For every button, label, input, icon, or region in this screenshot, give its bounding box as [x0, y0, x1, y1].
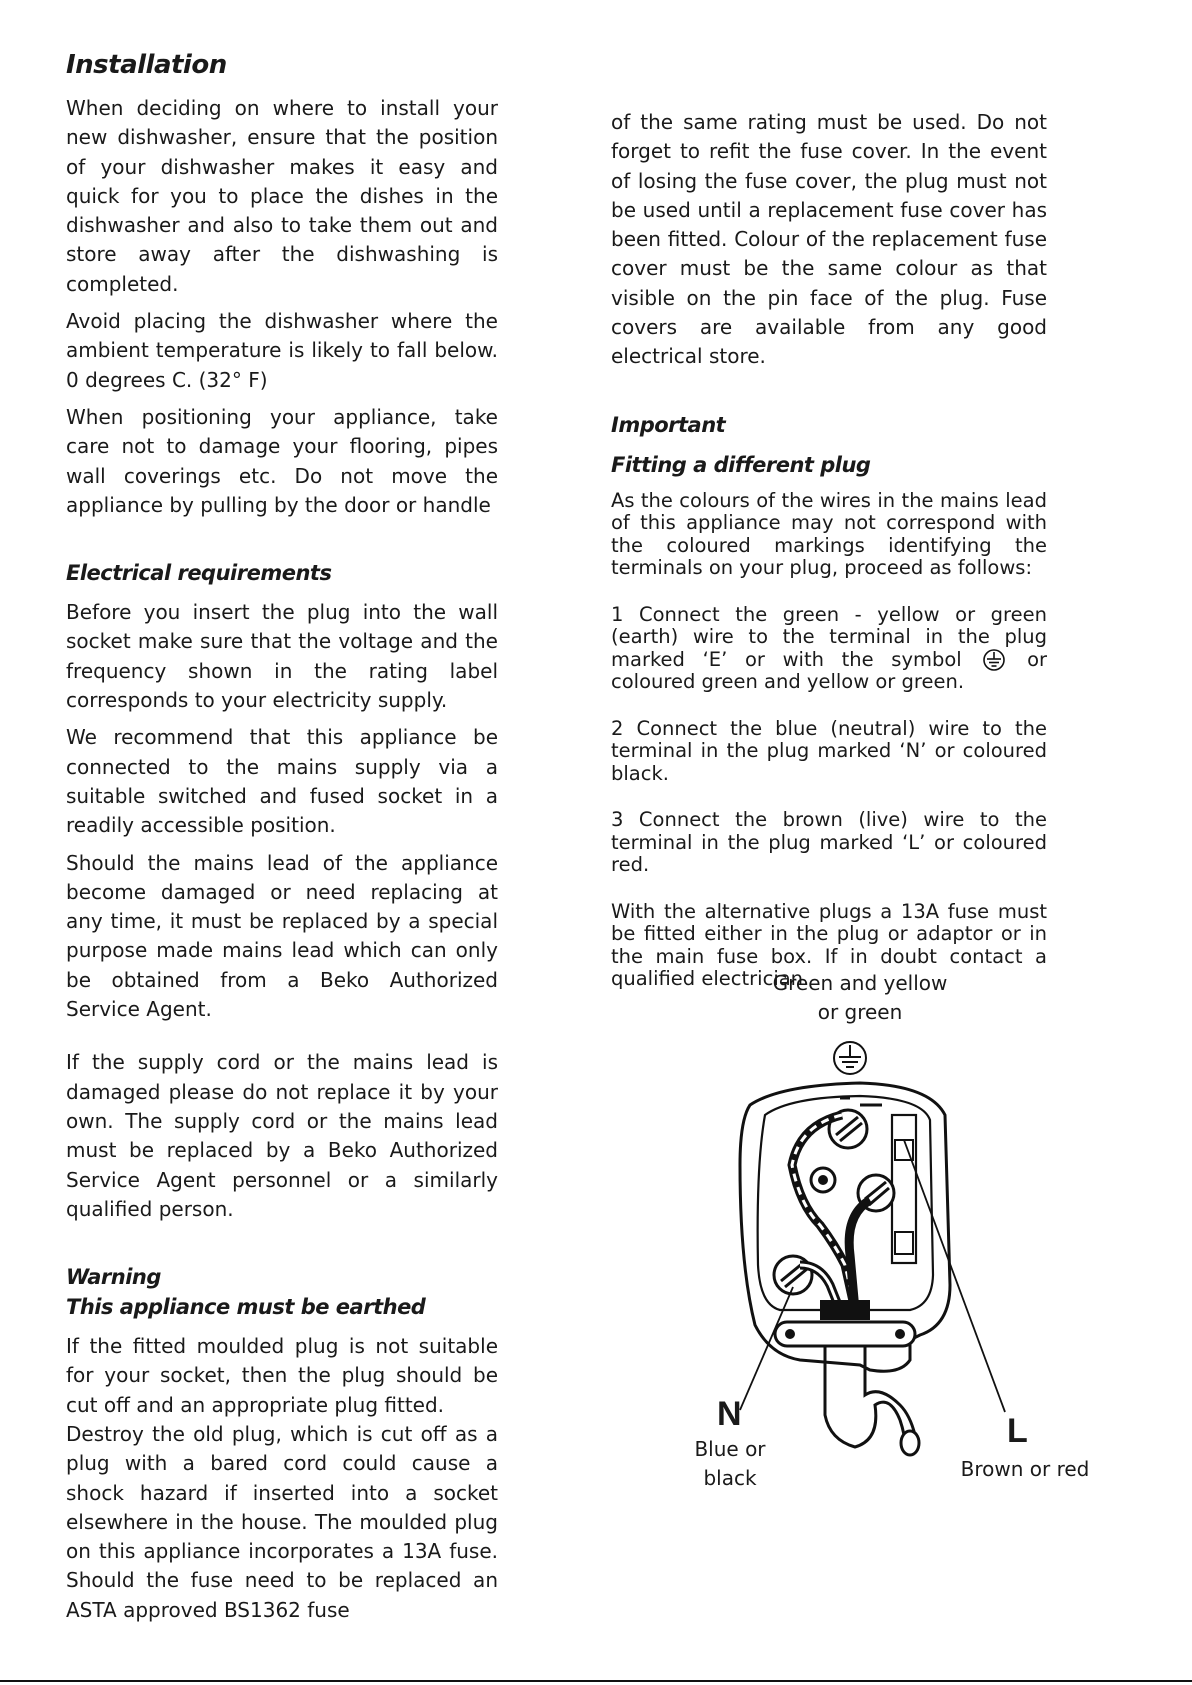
fitting-intro-paragraph: As the colours of the wires in the mains lead of this appliance may not correspond with the coloured markings identifying the terminals on your plug, proceed as follows: — [611, 488, 1047, 580]
step-1-text-b: or coloured green and yellow or green. — [611, 647, 1048, 694]
live-letter-l: L — [1007, 1412, 1028, 1450]
electrical-paragraph-2: We recommend that this appliance be connected to the mains supply via a suitable switched and fused socket in a readily accessible position. — [66, 725, 498, 838]
fuse-continued-paragraph: of the same rating must be used. Do not forget to refit the fuse cover. In the event of losing the fuse cover, the plug must not be used until a replacement fuse cover has been fitted. Colour of the replacement fuse cover must be the same colour as that visible on the pin face of the plug. Fuse covers are available from any good electrical store. — [611, 110, 1047, 369]
warning-paragraph-2: Destroy the old plug, which is cut off as a plug with a bared cord could cause a shock hazard if inserted into a socket elsewhere in the house. The moulded plug on this appliance incorporates a 13A fuse. Should the fuse need to be replaced an ASTA approved BS1362 fuse — [66, 1421, 498, 1622]
warning-paragraph-1: If the fitted moulded plug is not suitable for your socket, then the plug should be cut off and an appropriate plug fitted. — [66, 1334, 498, 1417]
live-label: Brown or red — [960, 1457, 1090, 1481]
warning-heading: Warning — [66, 1265, 161, 1290]
neutral-letter-n: N — [717, 1395, 742, 1433]
earth-symbol-icon — [834, 1042, 866, 1074]
installation-paragraph-1: When deciding on where to install your new dishwasher, ensure that the position of your dishwasher makes it easy and quick for you to place the dishes in the dishwasher and also to take them out and store away after the dishwashing is completed. — [66, 96, 498, 296]
neutral-label — [680, 1435, 780, 1493]
neutral-label-line-2: black — [703, 1466, 757, 1490]
left-column — [66, 50, 498, 1633]
plug-wiring-diagram — [660, 965, 1120, 1505]
electrical-paragraph-1: Before you insert the plug into the wall socket make sure that the voltage and the frequency shown in the rating label corresponds to your electricity supply. — [66, 600, 498, 713]
fitting-different-plug-heading: Fitting a different plug — [611, 452, 871, 477]
step-2-paragraph: 2 Connect the blue (neutral) wire to the terminal in the plug marked ‘N’ or coloured black. — [611, 716, 1047, 785]
installation-paragraph-3: When positioning your appliance, take care not to damage your flooring, pipes wall coverings etc. Do not move the appliance by pulling by the door or handle — [66, 404, 498, 517]
neutral-label-line-1: Blue or — [694, 1437, 766, 1461]
electrical-paragraph-3: Should the mains lead of the appliance become damaged or need replacing at any time, it must be replaced by a special purpose made mains lead which can only be obtained from a Beko Authorized Service Agent. — [66, 850, 498, 1022]
warning-subheading: This appliance must be earthed — [66, 1295, 426, 1320]
electrical-requirements-heading: Electrical requirements — [66, 561, 332, 586]
footer-rule — [0, 1680, 1192, 1682]
earth-label-line-1: Green and yellow — [772, 971, 948, 995]
electrical-paragraph-4: If the supply cord or the mains lead is damaged please do not replace it by your own. The supply cord or the mains lead must be replaced by a Beko Authorized Service Agent personnel or a similarly qualified person. — [66, 1050, 498, 1221]
earth-label-line-2: or green — [817, 1000, 903, 1024]
installation-heading: Installation — [66, 50, 227, 80]
earth-symbol-icon — [979, 649, 1009, 671]
step-3-paragraph: 3 Connect the brown (live) wire to the terminal in the plug marked ‘L’ or coloured red. — [611, 808, 1047, 877]
alternative-plugs-paragraph: With the alternative plugs a 13A fuse must be fitted either in the plug or adaptor or in the main fuse box. If in doubt contact a qualified electrician. — [611, 899, 1047, 991]
step-1-paragraph — [611, 604, 1047, 694]
important-heading: Important — [611, 412, 726, 437]
step-1-text-a: 1 Connect the green - yellow or green (earth) wire to the terminal in the plug marked ‘E’ or with the symbol — [611, 602, 1047, 671]
installation-paragraph-2: Avoid placing the dishwasher where the ambient temperature is likely to fall below. 0 degrees C. (32° F) — [66, 309, 498, 392]
right-column — [611, 108, 1047, 999]
